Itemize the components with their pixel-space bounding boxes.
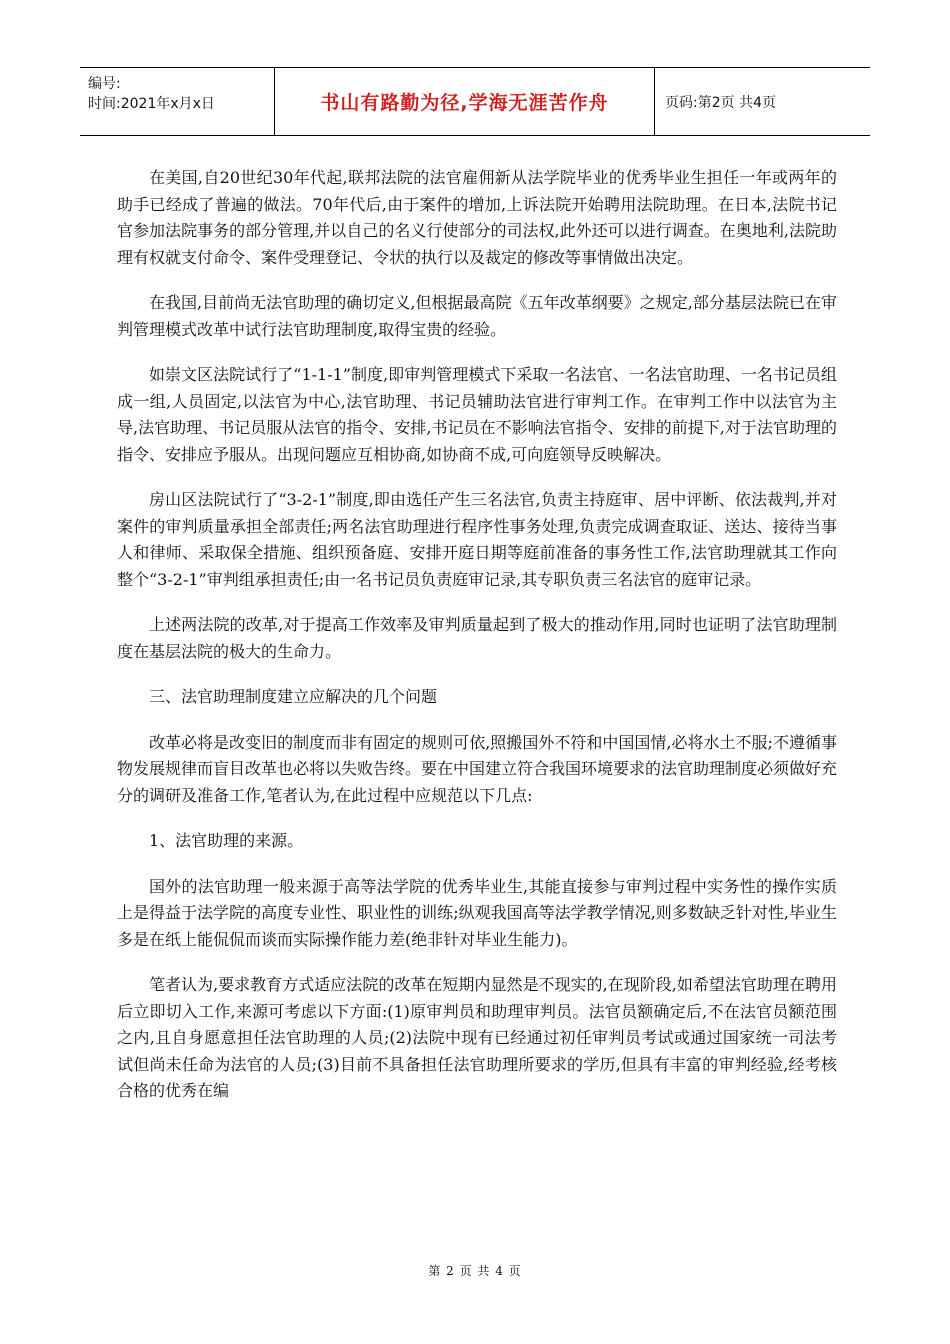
paragraph: 房山区法院试行了“3-2-1”制度,即由选任产生三名法官,负责主持庭审、居中评断、依法裁判,并对案件的审判质量承担全部责任;两名法官助理进行程序性事务处理,负责完成调查取证、送达、接待当事人和律师、采取保全措施、组织预备庭、安排开庭日期等庭前准备的事务性工作,法官助理就其工作向整个“3-2-1”审判组承担责任;由一名书记员负责庭审记录,其专职负责三名法官的庭审记录。 (117, 490, 837, 589)
subsection-heading: 1、法官助理的来源。 (149, 831, 304, 850)
paragraph: 笔者认为,要求教育方式适应法院的改革在短期内显然是不现实的,在现阶段,如希望法官助理在聘用后立即切入工作,来源可考虑以下方面:(1)原审判员和助理审判员。法官员额确定后,不在法官员额范围之内,且自身愿意担任法官助理的人员;(2)法院中现有已经通过初任审判员考试或通过国家统一司法考试但尚未任命为法官的人员;(3)目前不具备担任法官助理所要求的学历,但具有丰富的审判经验,经考核合格的优秀在编 (117, 975, 837, 1100)
page-footer: 第 2 页 共 4 页 (428, 1264, 522, 1278)
paragraph: 在我国,目前尚无法官助理的确切定义,但根据最高院《五年改革纲要》之规定,部分基层法院已在审判管理模式改革中试行法官助理制度,取得宝贵的经验。 (117, 293, 837, 339)
paragraph: 改革必将是改变旧的制度而非有固定的规则可依,照搬国外不符和中国国情,必将水土不服;不遵循事物发展规律而盲目改革也必将以失败告终。要在中国建立符合我国环境要求的法官助理制度必须做好充分的调研及准备工作,笔者认为,在此过程中应规范以下几点: (117, 732, 838, 805)
paragraph: 在美国,自20世纪30年代起,联邦法院的法官雇佣新从法学院毕业的优秀毕业生担任一年或两年的助手已经成了普遍的做法。70年代后,由于案件的增加,上诉法院开始聘用法院助理。在日本,法院书记官参加法院事务的部分管理,并以自己的名义行使部分的司法权,此外还可以进行调查。在奥地利,法院助理有权就支付命令、案件受理登记、令状的执行以及裁定的修改等事情做出决定。 (117, 168, 837, 267)
paragraph: 国外的法官助理一般来源于高等法学院的优秀毕业生,其能直接参与审判过程中实务性的操作实质上是得益于法学院的高度专业性、职业性的训练;纵观我国高等法学教学情况,则多数缺乏针对性,毕业生多是在纸上能侃侃而谈而实际操作能力差(绝非针对毕业生能力)。 (117, 876, 837, 949)
paragraph: 如崇文区法院试行了“1-1-1”制度,即审判管理模式下采取一名法官、一名法官助理、一名书记员组成一组,人员固定,以法官为中心,法官助理、书记员辅助法官进行审判工作。在审判工作中以法官为主导,法官助理、书记员服从法官的指令、安排,书记员在不影响法官指令、安排的前提下,对于法官助理的指令、安排应予服从。出现问题应互相协商,如协商不成,可向庭领导反映解决。 (117, 365, 837, 464)
paragraph: 上述两法院的改革,对于提高工作效率及审判质量起到了极大的推动作用,同时也证明了法官助理制度在基层法院的极大的生命力。 (117, 615, 837, 661)
document-number-label: 编号: (88, 76, 121, 92)
header-page-info: 页码:第2页 共4页 (665, 94, 776, 111)
header-meta (80, 68, 275, 135)
document-body (117, 165, 837, 1124)
header-motto: 书山有路勤为径,学海无涯苦作舟 (275, 68, 655, 135)
document-time-label: 时间:2021年x月x日 (88, 96, 215, 112)
section-heading: 三、法官助理制度建立应解决的几个问题 (149, 687, 438, 706)
page-header (80, 67, 870, 136)
